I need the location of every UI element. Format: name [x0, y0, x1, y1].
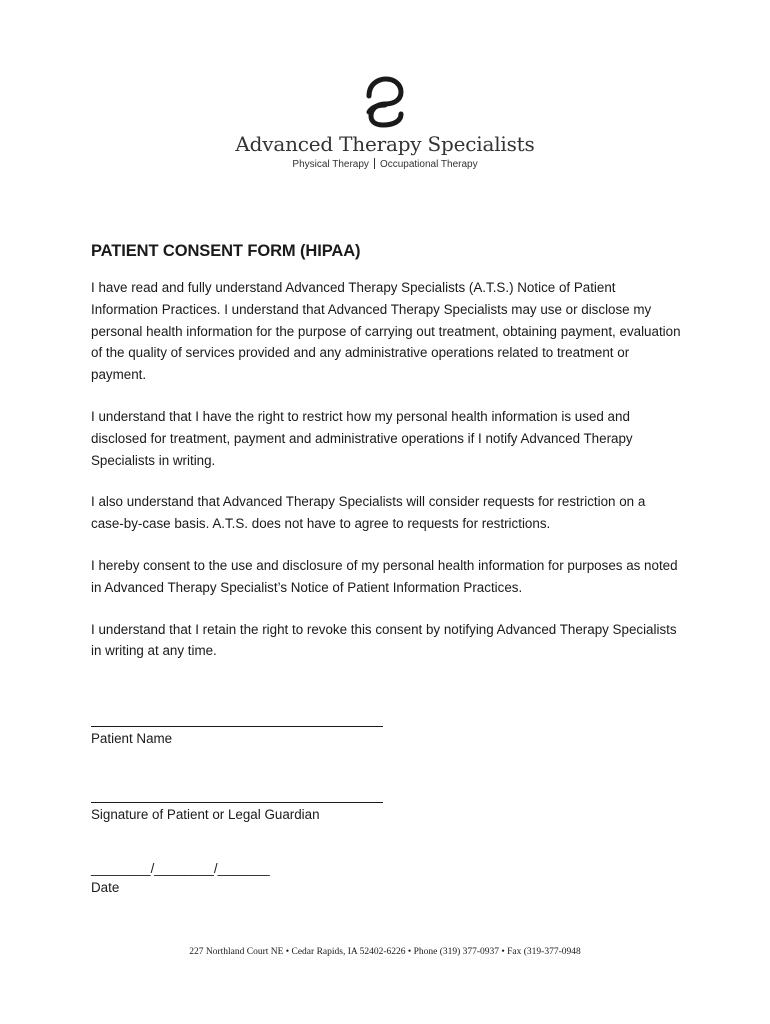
- signature-line[interactable]: [91, 802, 383, 803]
- tagline-occupational-therapy: Occupational Therapy: [379, 159, 478, 170]
- patient-name-block: [91, 726, 391, 746]
- date-field[interactable]: ________/________/_______: [91, 861, 270, 876]
- brand-name: Advanced Therapy Specialists: [235, 132, 535, 156]
- brand-header: [0, 74, 770, 170]
- paragraph-restriction-requests: I also understand that Advanced Therapy Specialists will consider requests for restriction on a case-by-case basis. A.T.S. does not have to agree to requests for restrictions.: [91, 494, 646, 532]
- brand-tagline: [0, 158, 770, 170]
- signature-label: Signature of Patient or Legal Guardian: [91, 807, 320, 822]
- paragraph-consent: I hereby consent to the use and disclosure of my personal health information for purposes as noted in Advanced Therapy Specialist’s Notice of Patient Information Practices.: [91, 557, 678, 595]
- form-title: PATIENT CONSENT FORM (HIPAA): [91, 242, 361, 260]
- paragraph-revoke: I understand that I retain the right to revoke this consent by notifying Advanced Therapy Specialists in writing at any time.: [91, 621, 677, 659]
- ats-logo-icon: [360, 74, 410, 130]
- paragraph-restrict-right: I understand that I have the right to restrict how my personal health information is used and disclosed for treatment, payment and administrative operations if I notify Advanced Therapy Specialists in writing.: [91, 408, 633, 468]
- paragraph-notice: I have read and fully understand Advanced Therapy Specialists (A.T.S.) Notice of Patient Information Practices. I understand that Advanced Therapy Specialists may use or disclose my personal health information for the purpose of carrying out treatment, obtaining payment, evaluation of the quality of services provided and any administrative operations related to treatment or payment.: [91, 280, 681, 383]
- tagline-physical-therapy: Physical Therapy: [292, 159, 369, 170]
- footer-address: 227 Northland Court NE • Cedar Rapids, IA 52402-6226 • Phone (319) 377-0937 • Fax (319-377-0948: [189, 947, 581, 957]
- patient-name-label: Patient Name: [91, 731, 173, 746]
- date-block: [91, 861, 391, 895]
- tagline-separator: [374, 158, 375, 169]
- date-label: Date: [91, 880, 120, 895]
- patient-name-line[interactable]: [91, 726, 383, 727]
- signature-block: [91, 802, 391, 822]
- form-body: [91, 242, 681, 682]
